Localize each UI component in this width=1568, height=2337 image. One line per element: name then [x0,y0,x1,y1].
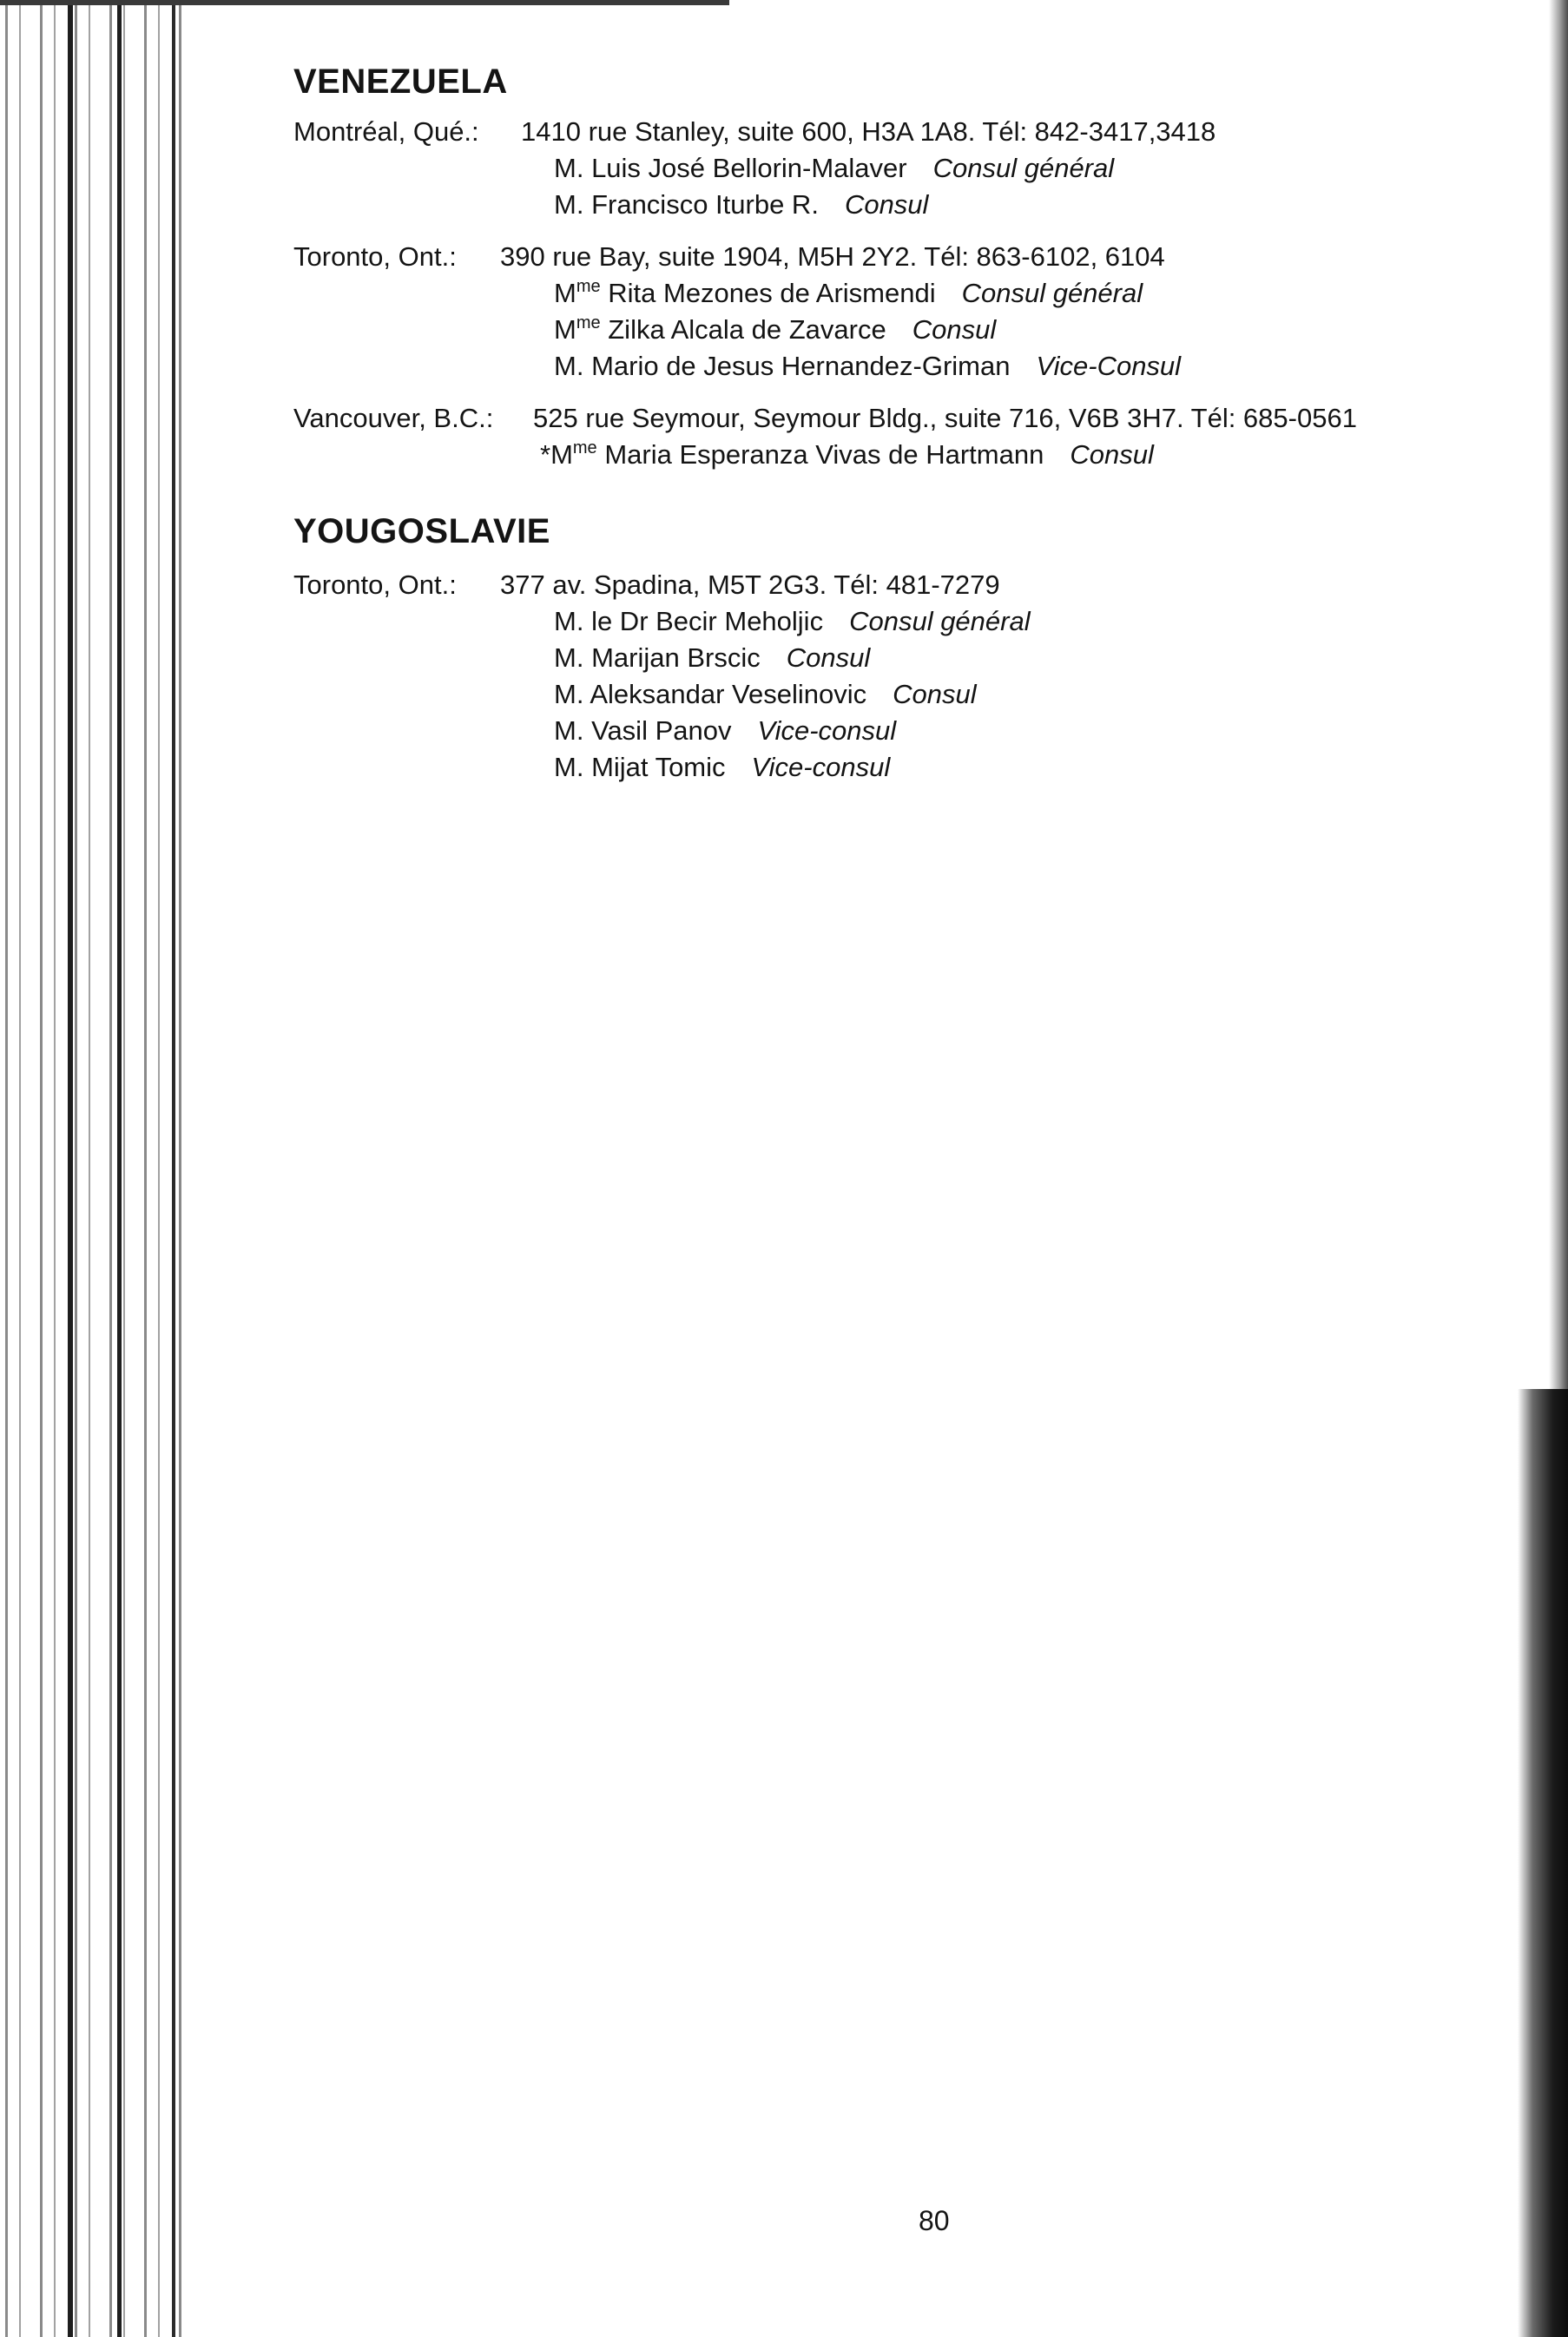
staff-prefix: M. [554,153,584,183]
staff-title: Consul général [849,606,1031,636]
staff-name: Aleksandar Veselinovic [590,679,867,709]
staff-name: le Dr Becir Meholjic [591,606,824,636]
office-address: 525 rue Seymour, Seymour Bldg., suite 716, V6B 3H7. Tél: 685-0561 [533,403,1357,433]
staff-prefix: M. [554,752,584,782]
staff-prefix: M. [554,189,584,220]
page-number: 80 [919,2205,950,2236]
staff-entry [554,313,996,347]
office-city: Montréal, Qué.: [293,116,479,147]
staff-entry [554,151,1114,186]
country-heading: VENEZUELA [293,63,508,101]
office-address: 390 rue Bay, suite 1904, M5H 2Y2. Tél: 863-6102, 6104 [500,241,1165,272]
staff-title: Consul [786,642,871,673]
staff-prefix: M. [554,642,584,673]
staff-prefix-superscript: me [572,438,597,458]
staff-title: Consul [893,679,977,709]
office-city: Vancouver, B.C.: [293,403,494,433]
staff-prefix: M [554,278,576,308]
staff-entry [540,438,1154,472]
staff-prefix-superscript: me [576,313,601,332]
staff-title: Vice-Consul [1036,351,1182,381]
staff-name: Luis José Bellorin-Malaver [591,153,907,183]
staff-prefix: M. [554,606,584,636]
staff-name: Zilka Alcala de Zavarce [608,314,886,345]
staff-name: Rita Mezones de Arismendi [608,278,936,308]
staff-name: Francisco Iturbe R. [591,189,819,220]
staff-prefix: M. [554,351,584,381]
staff-title: Consul [912,314,997,345]
staff-title: Vice-consul [757,715,897,746]
staff-name: Mijat Tomic [591,752,726,782]
staff-title: Consul général [932,153,1115,183]
staff-entry [554,641,870,675]
staff-prefix: M. [554,715,584,746]
staff-title: Consul [844,189,929,220]
staff-prefix-superscript: me [576,277,601,296]
staff-prefix: M [554,314,576,345]
office-address: 1410 rue Stanley, suite 600, H3A 1A8. Tél: 842-3417,3418 [521,116,1216,147]
office-address: 377 av. Spadina, M5T 2G3. Tél: 481-7279 [500,569,1000,600]
staff-name: Marijan Brscic [591,642,761,673]
staff-name: Mario de Jesus Hernandez-Griman [591,351,1011,381]
staff-name: Maria Esperanza Vivas de Hartmann [604,439,1044,470]
staff-entry [554,714,896,748]
staff-entry [554,604,1031,639]
staff-prefix: *M [540,439,573,470]
staff-title: Vice-consul [751,752,891,782]
staff-name: Vasil Panov [591,715,732,746]
office-city: Toronto, Ont.: [293,569,457,600]
staff-title: Consul [1070,439,1154,470]
office-city: Toronto, Ont.: [293,241,457,272]
staff-entry [554,276,1143,311]
staff-entry [554,750,890,785]
country-heading: YOUGOSLAVIE [293,512,550,550]
staff-entry [554,188,928,222]
staff-prefix: M. [554,679,584,709]
staff-entry [554,349,1181,384]
staff-title: Consul général [961,278,1143,308]
staff-entry [554,677,977,712]
